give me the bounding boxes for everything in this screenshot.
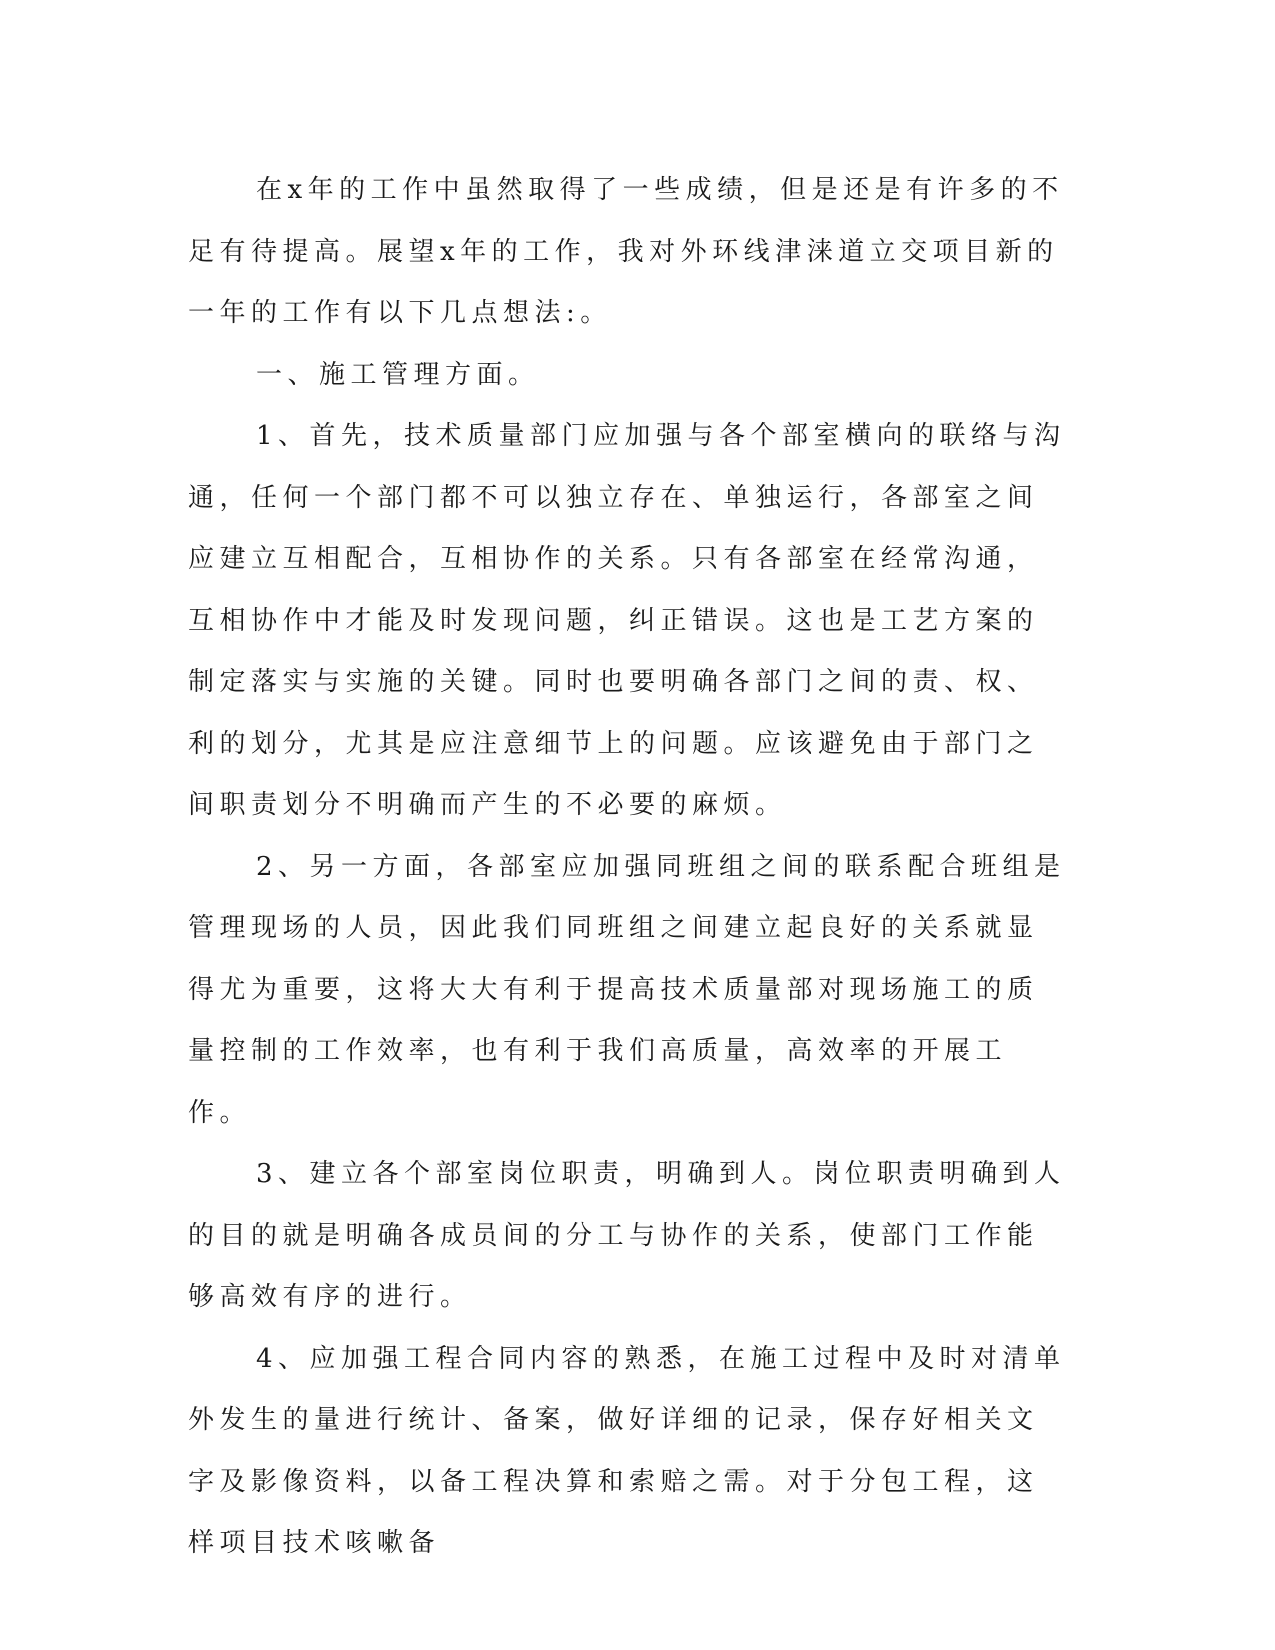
paragraph-item-2: 2、另一方面，各部室应加强同班组之间的联系配合班组是管理现场的人员，因此我们同班组之间建立起良好的关系就显得尤为重要，这将大大有利于提高技术质量部对现场施工的质量控制的工作效率，也有利于我们高质量，高效率的开展工作。 bbox=[188, 851, 1066, 1128]
document-body bbox=[188, 160, 1068, 1575]
section-heading: 一、施工管理方面。 bbox=[256, 359, 540, 390]
paragraph-item-1: 1、首先，技术质量部门应加强与各个部室横向的联络与沟通，任何一个部门都不可以独立存在、单独运行，各部室之间应建立互相配合，互相协作的关系。只有各部室在经常沟通，互相协作中才能及时发现问题，纠正错误。这也是工艺方案的制定落实与实施的关键。同时也要明确各部门之间的责、权、利的划分，尤其是应注意细节上的问题。应该避免由于部门之间职责划分不明确而产生的不必要的麻烦。 bbox=[188, 421, 1066, 820]
paragraph-item-4: 4、应加强工程合同内容的熟悉，在施工过程中及时对清单外发生的量进行统计、备案，做好详细的记录，保存好相关文字及影像资料，以备工程决算和索赔之需。对于分包工程，这样项目技术咳嗽备 bbox=[188, 1343, 1066, 1558]
paragraph-intro: 在x年的工作中虽然取得了一些成绩，但是还是有许多的不足有待提高。展望x年的工作，我对外环线津涞道立交项目新的一年的工作有以下几点想法:。 bbox=[188, 175, 1064, 328]
paragraph-item-3: 3、建立各个部室岗位职责，明确到人。岗位职责明确到人的目的就是明确各成员间的分工与协作的关系，使部门工作能够高效有序的进行。 bbox=[188, 1159, 1066, 1312]
